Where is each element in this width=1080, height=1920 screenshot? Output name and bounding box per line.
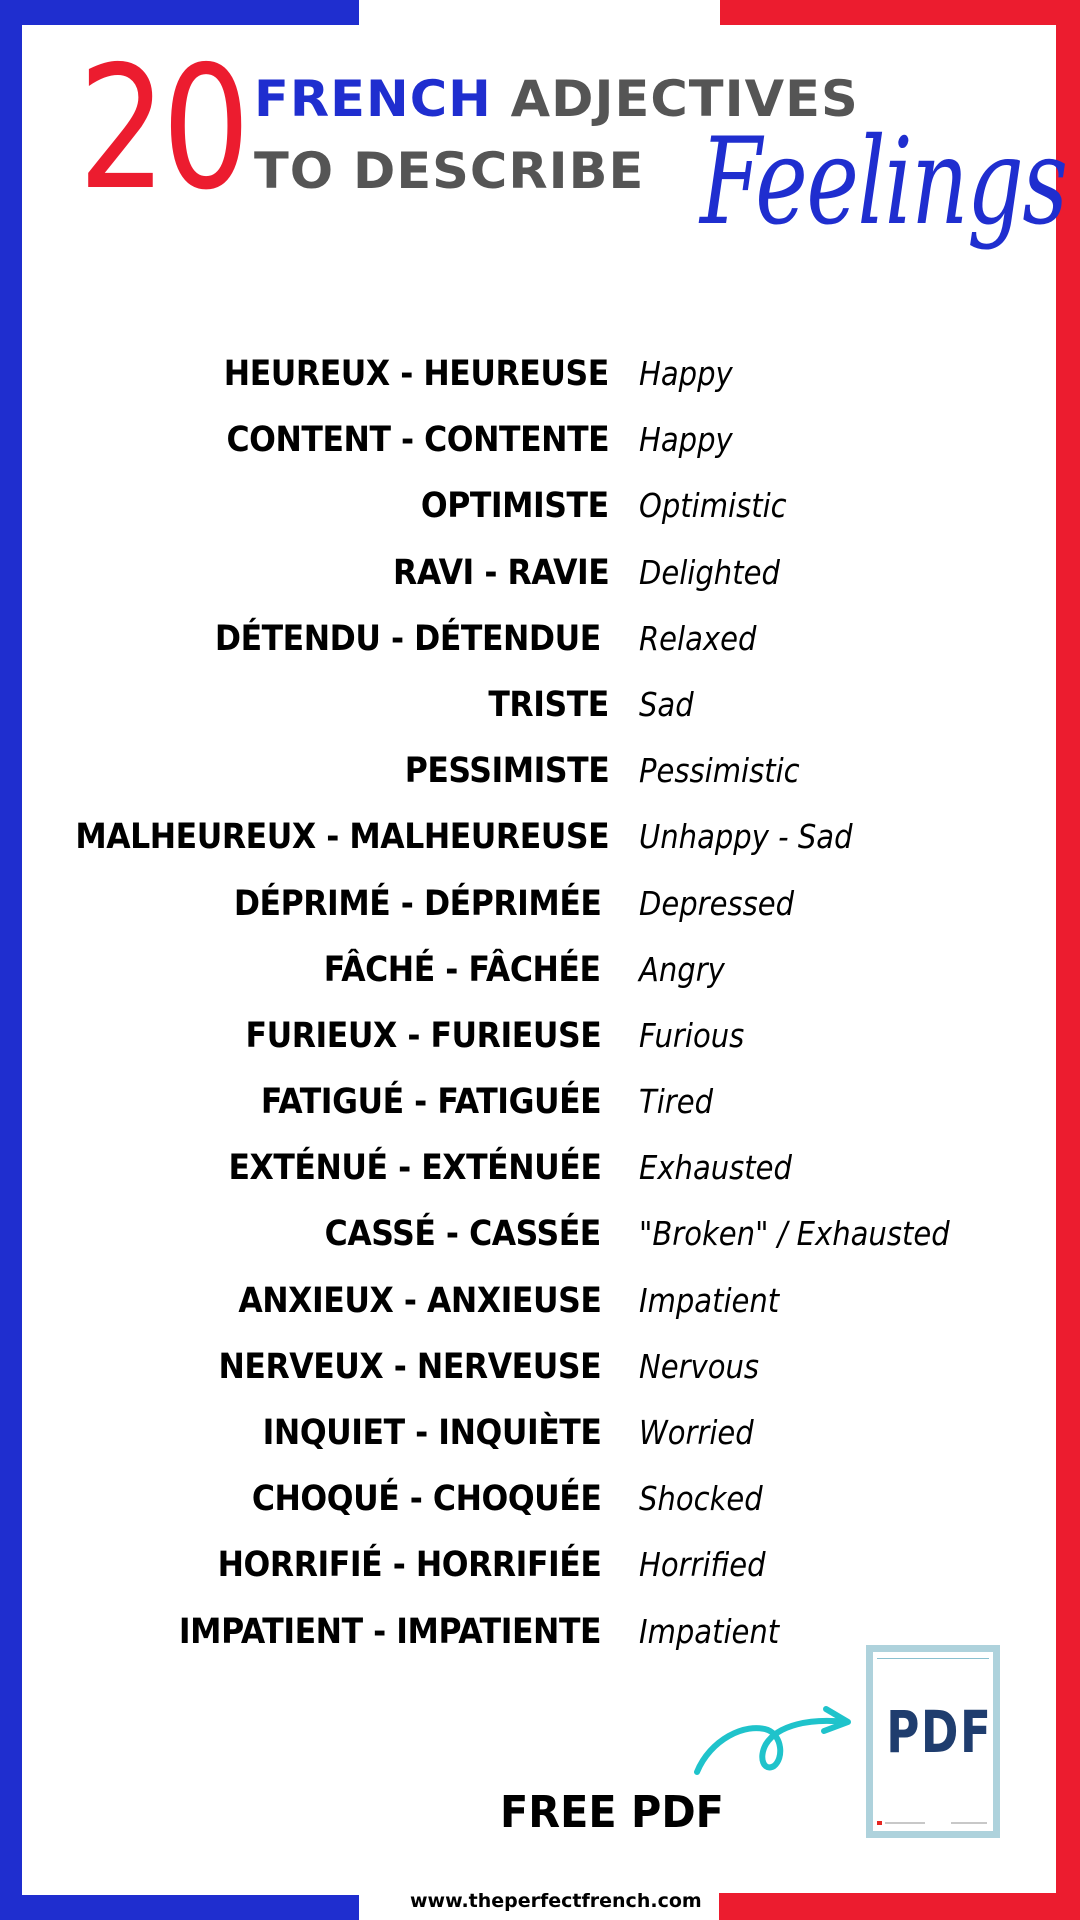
list-item [0,937,1080,1003]
french-term: PESSIMISTE [404,751,609,792]
french-term: FÂCHÉ - FÂCHÉE [324,949,601,990]
title-script-word: Feelings [700,113,1067,252]
english-translation: Pessimistic [639,751,800,791]
pdf-divider [877,1658,989,1659]
english-translation: Relaxed [639,618,757,658]
english-translation: Impatient [639,1611,780,1651]
english-translation: Optimistic [639,486,787,526]
pdf-thumbnail[interactable] [866,1645,1000,1838]
title-accent-word: FRENCH [254,70,492,128]
french-term: HEUREUX - HEUREUSE [223,354,609,394]
list-item [0,871,1080,937]
french-term: INQUIET - INQUIÈTE [262,1413,601,1453]
free-pdf-label[interactable]: FREE PDF [500,1787,724,1838]
list-item [0,540,1080,606]
french-term: ANXIEUX - ANXIEUSE [237,1280,601,1321]
french-term: TRISTE [488,684,609,725]
french-term: CASSÉ - CASSÉE [324,1214,601,1255]
french-term: EXTÉNUÉ - EXTÉNUÉE [228,1148,601,1189]
list-item [0,1400,1080,1466]
french-term: MALHEUREUX - MALHEUREUSE [75,817,609,858]
english-translation: Tired [639,1082,714,1122]
pdf-footer-text-left [885,1822,925,1824]
youtube-icon [877,1821,882,1825]
list-item [0,1003,1080,1069]
list-item [0,606,1080,672]
french-term: CONTENT - CONTENTE [226,420,609,461]
frame-bottom-blue [0,1895,359,1920]
list-item [0,1069,1080,1135]
title-line-2: TO DESCRIBE [254,142,645,200]
french-term: FURIEUX - FURIEUSE [245,1015,601,1056]
list-item [0,1532,1080,1598]
english-translation: Happy [639,354,733,393]
english-translation: "Broken" / Exhausted [639,1214,950,1254]
title-word-adjectives: ADJECTIVES [510,70,859,128]
english-translation: Shocked [639,1479,763,1519]
frame-top-red [720,0,1080,25]
english-translation: Worried [639,1413,754,1452]
english-translation: Sad [639,684,694,724]
list-item [0,1135,1080,1201]
adjective-list [0,341,1080,1665]
english-translation: Nervous [639,1346,760,1386]
list-item [0,341,1080,407]
list-item [0,407,1080,473]
pdf-footer-text-right [951,1822,987,1824]
french-term: IMPATIENT - IMPATIENTE [178,1611,601,1652]
french-term: DÉPRIMÉ - DÉPRIMÉE [233,883,601,924]
english-translation: Furious [639,1015,745,1055]
french-term: RAVI - RAVIE [392,552,609,593]
french-term: FATIGUÉ - FATIGUÉE [260,1082,601,1123]
list-item [0,473,1080,539]
list-item [0,1268,1080,1334]
list-item [0,1334,1080,1400]
curly-arrow-icon [690,1700,860,1790]
list-item [0,1466,1080,1532]
frame-bottom-red [719,1893,1080,1920]
french-term: DÉTENDU - DÉTENDUE [215,618,601,659]
english-translation: Impatient [639,1280,780,1320]
frame-top-blue [0,0,359,25]
english-translation: Delighted [639,552,780,592]
pdf-thumbnail-label: PDF [886,1698,993,1766]
website-url[interactable]: www.theperfectfrench.com [410,1890,702,1912]
french-term: OPTIMISTE [421,486,609,527]
english-translation: Unhappy - Sad [639,817,853,857]
english-translation: Depressed [639,883,795,923]
english-translation: Exhausted [639,1148,792,1188]
list-item [0,804,1080,870]
list-item [0,672,1080,738]
english-translation: Angry [639,949,725,989]
english-translation: Horrified [639,1545,766,1585]
french-term: CHOQUÉ - CHOQUÉE [251,1479,601,1520]
pdf-page-preview [873,1652,993,1831]
list-item [0,738,1080,804]
list-item [0,1201,1080,1267]
french-term: NERVEUX - NERVEUSE [218,1346,601,1387]
french-term: HORRIFIÉ - HORRIFIÉE [217,1545,601,1586]
english-translation: Happy [639,420,733,460]
title-number: 20 [78,30,246,228]
